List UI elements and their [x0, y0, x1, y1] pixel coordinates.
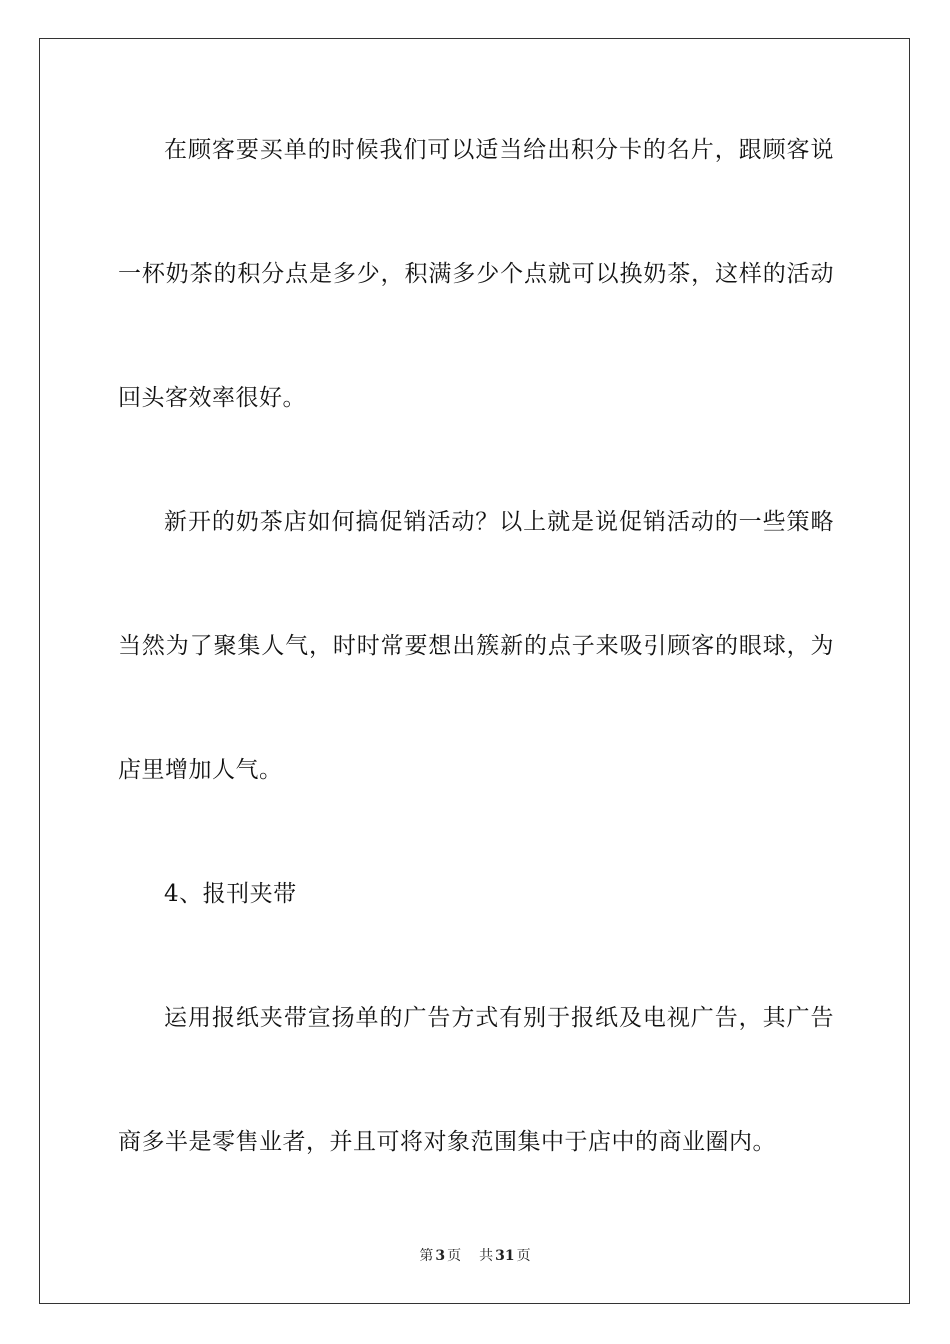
paragraph-line: 商多半是零售业者，并且可将对象范围集中于店中的商业圈内。 [118, 1129, 776, 1155]
total-suffix: 页 [516, 1248, 531, 1264]
document-body [118, 128, 834, 1244]
paragraph-line: 当然为了聚集人气，时时常要想出簇新的点子来吸引顾客的眼球，为 [118, 633, 834, 659]
total-prefix: 共 [479, 1248, 494, 1264]
paragraph-line: 店里增加人气。 [118, 757, 283, 783]
page-number: 3 [435, 1248, 446, 1264]
section-heading: 4、报刊夹带 [164, 881, 297, 907]
page-prefix: 第 [419, 1248, 434, 1264]
paragraph-line: 回头客效率很好。 [118, 385, 306, 411]
page-footer [0, 1246, 950, 1266]
paragraph-line: 新开的奶茶店如何搞促销活动？以上就是说促销活动的一些策略 [164, 509, 834, 535]
total-pages: 31 [495, 1248, 515, 1264]
paragraph-line: 运用报纸夹带宣扬单的广告方式有别于报纸及电视广告，其广告 [164, 1005, 834, 1031]
paragraph-line: 一杯奶茶的积分点是多少，积满多少个点就可以换奶茶，这样的活动 [118, 261, 834, 287]
page-suffix: 页 [447, 1248, 462, 1264]
paragraph-line: 在顾客要买单的时候我们可以适当给出积分卡的名片，跟顾客说 [164, 137, 834, 163]
